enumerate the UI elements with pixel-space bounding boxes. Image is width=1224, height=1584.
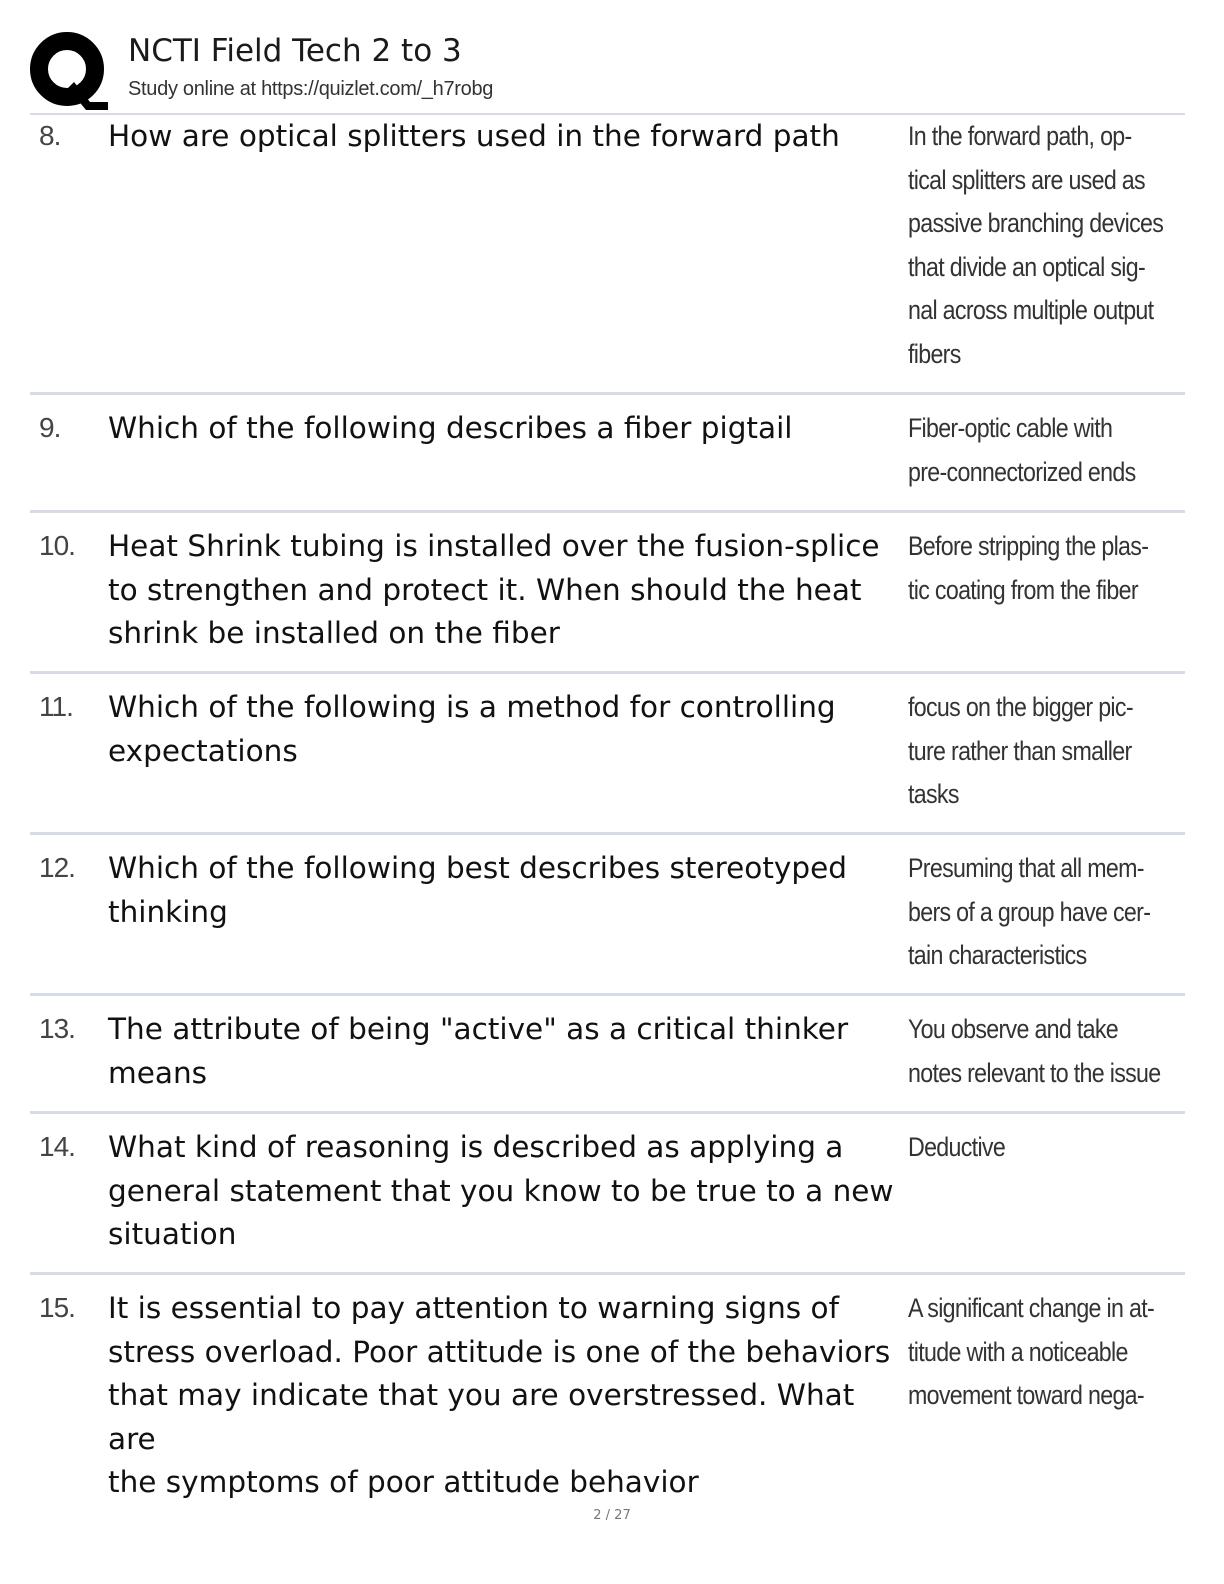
card-number: 13.	[39, 1013, 75, 1044]
flashcard-list	[30, 115, 1185, 1499]
flashcard-row	[30, 674, 1185, 835]
card-term: What kind of reasoning is described as applying a general statement that you know to be true to a new situation	[108, 1130, 894, 1251]
card-number: 12.	[39, 852, 75, 883]
card-definition: Deductive	[908, 1132, 1006, 1162]
card-term: Heat Shrink tubing is installed over the fusion-splice to strengthen and protect it. When should the heat shrink be installed on the fiber	[108, 529, 880, 650]
flashcard-row	[30, 1275, 1185, 1499]
flashcard-row	[30, 1114, 1185, 1275]
card-number: 9.	[39, 412, 61, 443]
flashcard-row	[30, 115, 1185, 395]
card-term: The attribute of being "active" as a critical thinker means	[108, 1012, 849, 1090]
card-number: 8.	[39, 120, 61, 151]
card-definition: Fiber-optic cable with pre-connectorized ends	[908, 413, 1136, 487]
card-term: How are optical splitters used in the forward path	[108, 119, 840, 153]
card-definition: In the forward path, op- tical splitters are used as passive branching devices that divide an optical sig- nal across multiple output fibers	[908, 121, 1164, 369]
page-header	[30, 30, 1185, 114]
card-number: 14.	[39, 1131, 75, 1162]
card-definition: focus on the bigger pic- ture rather than smaller tasks	[908, 692, 1133, 809]
card-number: 15.	[39, 1292, 75, 1323]
card-term: It is essential to pay attention to warning signs of stress overload. Poor attitude is one of the behaviors that may indicate that you are overstressed. What are the symptoms of poor attitude behavior	[108, 1291, 891, 1499]
card-definition: You observe and take notes relevant to the issue	[908, 1014, 1161, 1088]
card-term: Which of the following best describes stereotyped thinking	[108, 851, 847, 929]
flashcard-row	[30, 513, 1185, 674]
study-online-link[interactable]: Study online at https://quizlet.com/_h7robg	[128, 78, 494, 100]
card-number: 10.	[39, 530, 75, 561]
quizlet-logo-icon	[30, 32, 108, 110]
card-term: Which of the following describes a fiber pigtail	[108, 411, 793, 445]
page-indicator: 2 / 27	[593, 1508, 631, 1523]
flashcard-row	[30, 395, 1185, 513]
card-definition: Presuming that all mem- bers of a group have cer- tain characteristics	[908, 853, 1151, 970]
deck-title: NCTI Field Tech 2 to 3	[128, 33, 462, 69]
card-definition: Before stripping the plas- tic coating from the fiber	[908, 531, 1149, 605]
flashcard-row	[30, 835, 1185, 996]
card-definition: A significant change in at- titude with a noticeable movement toward nega-	[908, 1293, 1155, 1410]
card-term: Which of the following is a method for controlling expectations	[108, 690, 836, 768]
card-number: 11.	[39, 691, 73, 722]
flashcard-row	[30, 996, 1185, 1114]
